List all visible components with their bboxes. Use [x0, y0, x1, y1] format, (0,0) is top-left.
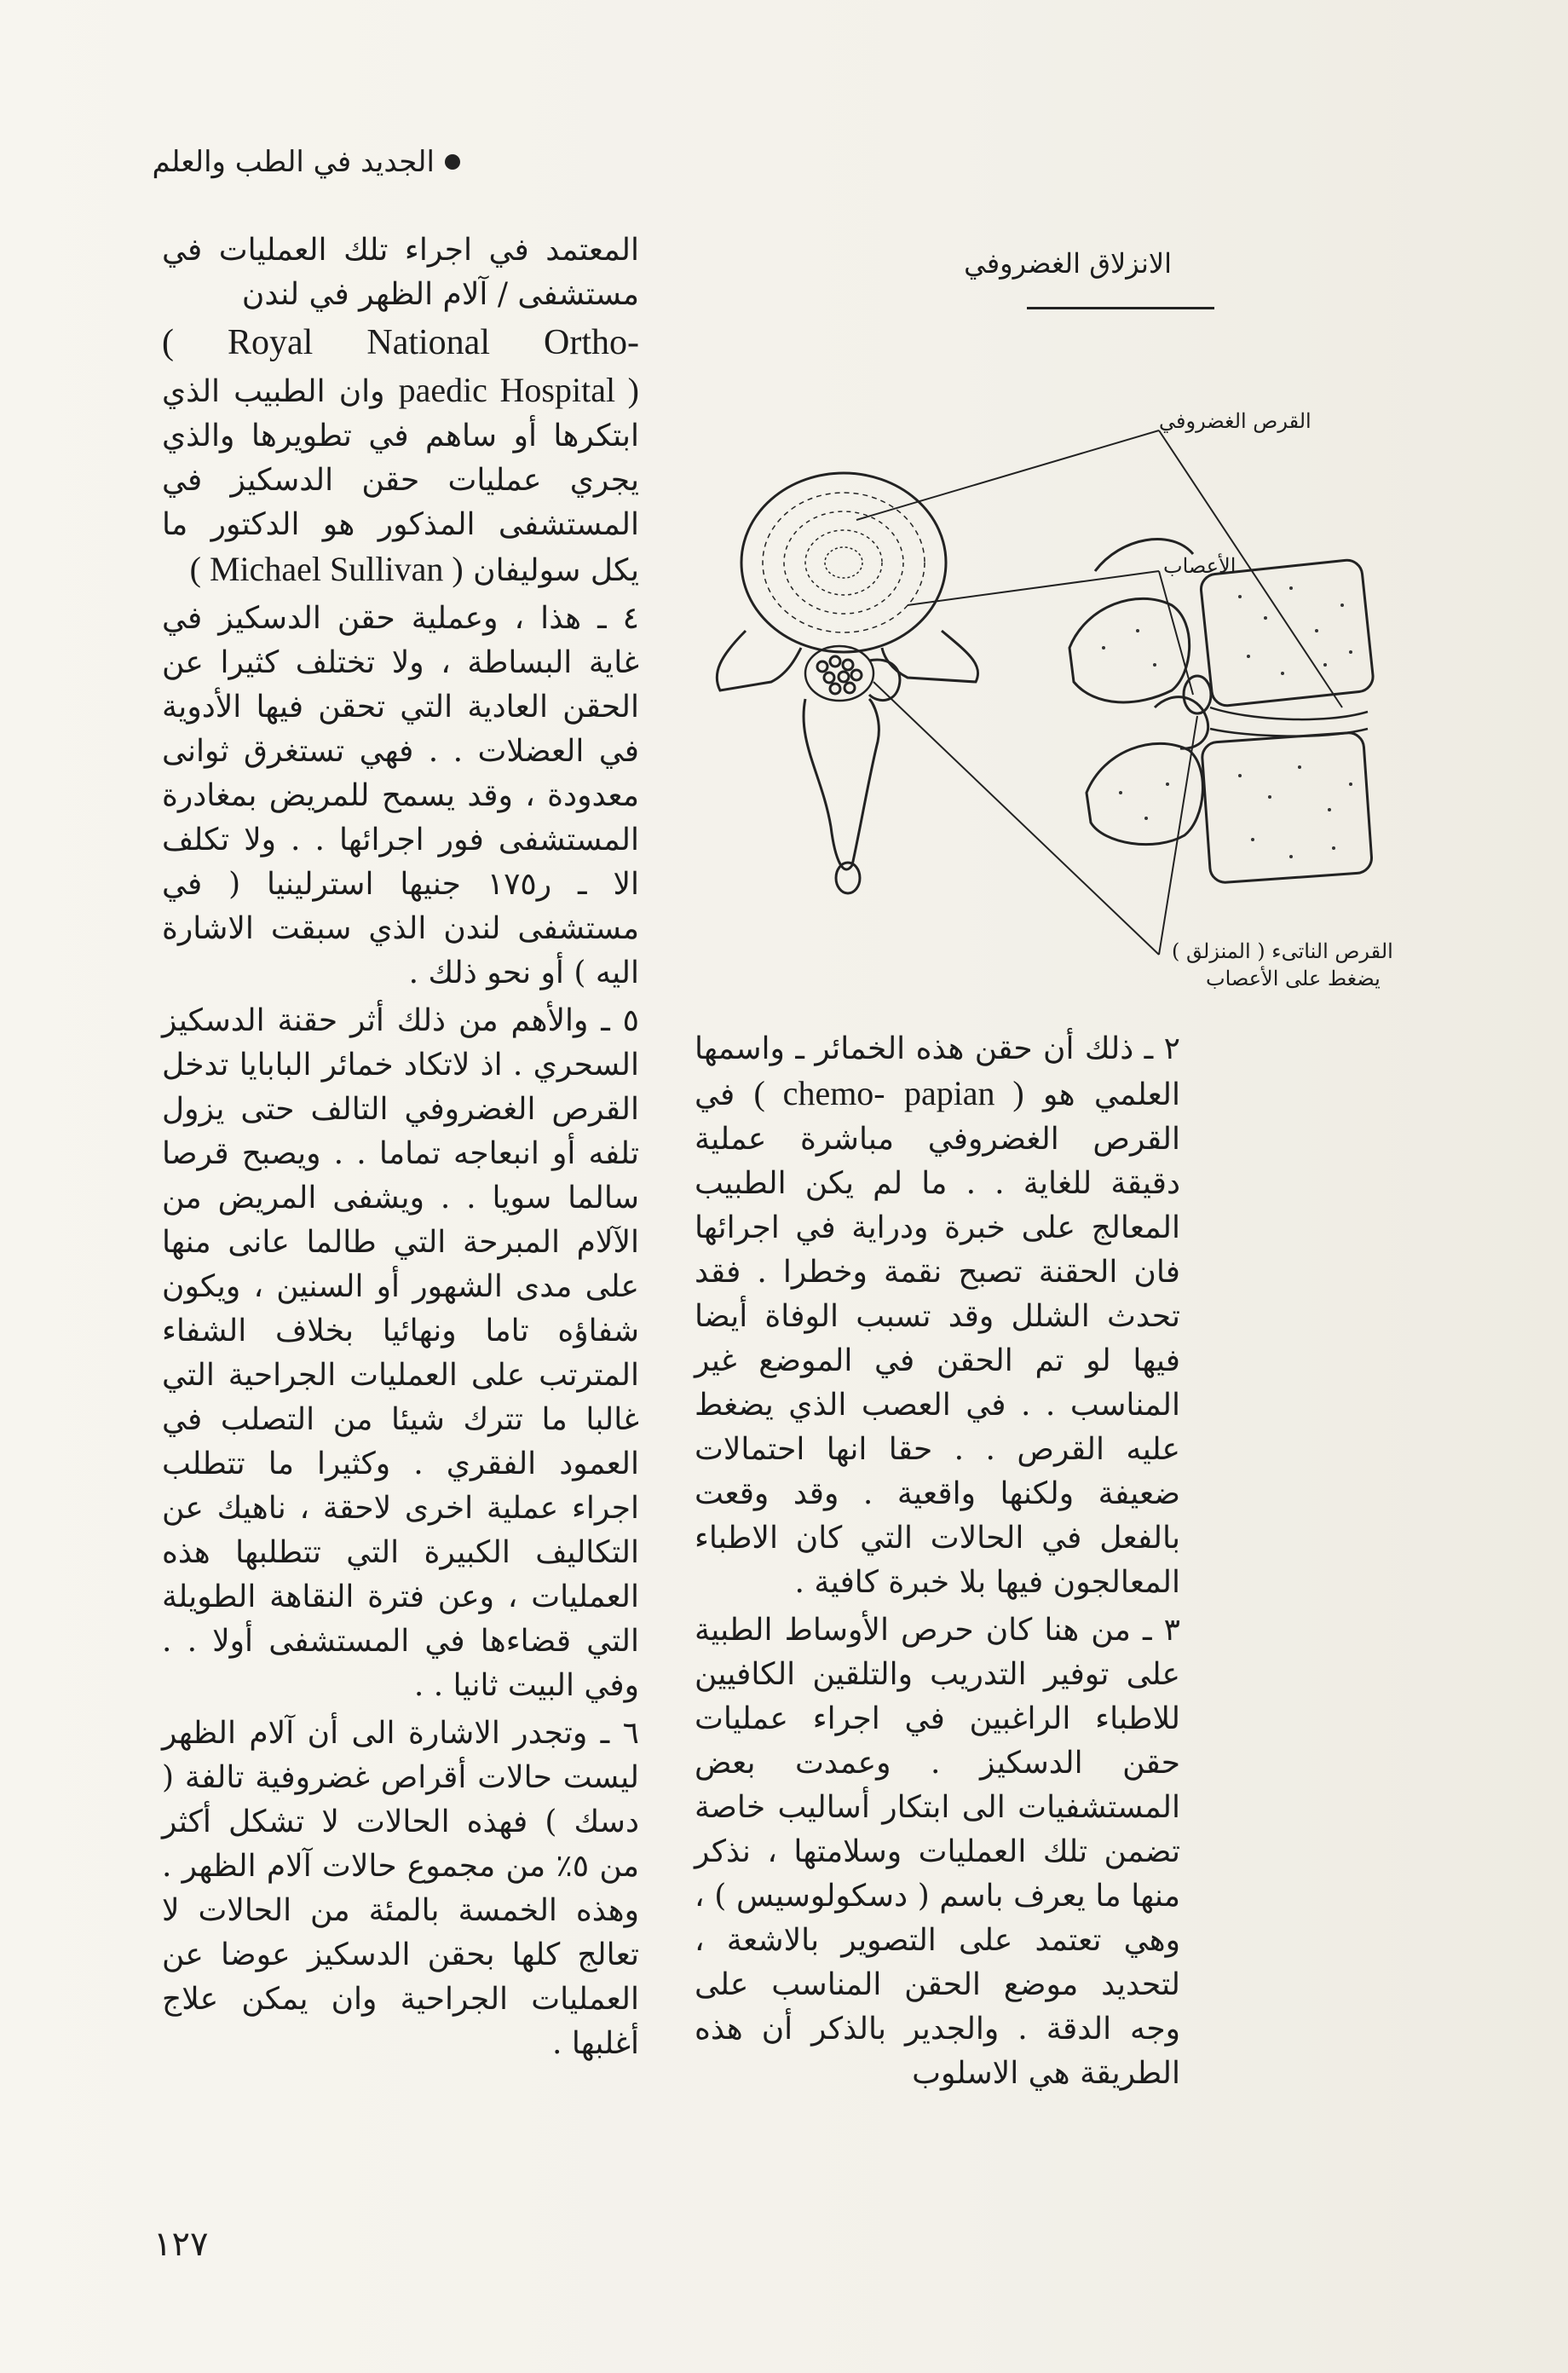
vertebra-axial-view [717, 473, 977, 893]
right-column [695, 1027, 1180, 2099]
label-nerves: الأعصاب [1163, 554, 1237, 578]
spine-lateral-view [1069, 540, 1375, 884]
leader-lines [856, 430, 1342, 955]
label-herniated-note: يضغط على الأعصاب [1206, 967, 1381, 990]
paragraph [695, 1027, 1180, 1605]
latin-term: ( chemo- [753, 1074, 885, 1112]
bullet-icon [445, 154, 460, 170]
paragraph [162, 368, 639, 593]
paragraph [162, 228, 639, 317]
paragraph-text: وان الطبيب الذي ابتكرها أو ساهم في تطويرها والذي يجري عمليات حقن الدسكيز في المستشفى المذكور هو الدكتور ما يكل سوليفان [162, 374, 639, 588]
paragraph: ٦ ـ وتجدر الاشارة الى أن آلام الظهر ليست حالات أقراص غضروفية تالفة ( دسك ) فهذه الحالات لا تشكل أكثر من ٥٪ من مجموع حالات آلام الظهر . وهذه الخمسة بالمئة من الحالات لا تعالج كلها بحقن الدسكيز عوضا عن العمليات الجراحية وان يمكن علاج أغلبها . [162, 1716, 640, 2061]
latin-term: ( Royal National Ortho- [162, 323, 639, 362]
latin-term: papian ) [903, 1074, 1024, 1112]
figure-title: الانزلاق الغضروفي [964, 247, 1172, 280]
label-herniated-disc: القرص الناتىء ( المنزلق ) [1172, 939, 1393, 963]
page-number: ١٢٧ [153, 2225, 209, 2264]
paragraph: ٤ ـ هذا ، وعملية حقن الدسكيز في غاية البساطة ، ولا تختلف كثيرا عن الحقن العادية التي تحقن فيها الأدوية في العضلات . . فهي تستغرق ثوانى معدودة ، وقد يسمح للمريض بمغادرة المستشفى فور اجرائها . . ولا تكلف الا ـ ر١٧٥ جنيها استرلينيا ( في مستشفى لندن الذي سبقت الاشارة اليه ) أو نحو ذلك . [162, 601, 639, 990]
spine-figure [695, 230, 1513, 997]
spine-illustration [695, 230, 1513, 997]
latin-term: ( Michael Sullivan ) [189, 550, 464, 588]
latin-term: paedic Hospital ) [398, 371, 639, 409]
running-header [128, 145, 460, 179]
paragraph: ٥ ـ والأهم من ذلك أثر حقنة الدسكيز السحري . اذ لاتكاد خمائر البابايا تدخل القرص الغضروفي التالف حتى يزول تلفه أو انبعاجه تماما . . ويصبح قرصا سالما سويا . . ويشفى المريض من الآلام المبرحة التي طالما عانى منها على مدى الشهور أو السنين ، ويكون شفاؤه تاما ونهائيا بخلاف الشفاء المترتب على العمليات الجراحية التي غالبا ما تترك شيئا من التصلب في العمود الفقري . وكثيرا ما تتطلب اجراء عملية اخرى لاحقة ، ناهيك عن التكاليف الكبيرة التي تتطلبها هذه العمليات ، وعن فترة النقاهة الطويلة التي قضاءها في المستشفى أولا . . وفي البيت ثانيا . . [162, 1003, 639, 1703]
paragraph: ٣ ـ من هنا كان حرص الأوساط الطبية على توفير التدريب والتلقين الكافيين للاطباء الراغبين في اجراء عمليات حقن الدسكيز . وعمدت بعض المستشفيات الى ابتكار أساليب خاصة تضمن تلك العمليات وسلامتها ، نذكر منها ما يعرف باسم ( دسكولوسيس ) ، وهي تعتمد على التصوير بالاشعة ، لتحديد موضع الحقن المناسب على وجه الدقة . والجدير بالذكر أن هذه الطريقة هي الاسلوب [695, 1613, 1180, 2091]
label-disc: القرص الغضروفي [1159, 409, 1311, 433]
paragraph-text: ٢ ـ ذلك أن حقن هذه الخمائر ـ واسمها العلمي هو [695, 1031, 1180, 1112]
bone-texture [1102, 586, 1352, 858]
left-column [162, 228, 639, 2070]
paragraph-text: في القرص الغضروفي مباشرة عملية دقيقة للغاية . . ما لم يكن الطبيب المعالج على خبرة ودراية في اجرائها فان الحقنة تصبح نقمة وخطرا . فقد تحدث الشلل وقد تسبب الوفاة أيضا فيها لو تم الحقن في الموضع غير المناسب . . في العصب الذي يضغط عليه القرص . . حقا انها احتمالات ضعيفة ولكنها واقعية . وقد وقعت بالفعل في الحالات التي كان الاطباء المعالجون فيها بلا خبرة كافية . [695, 1077, 1180, 1600]
running-title: الجديد في الطب والعلم [152, 145, 435, 179]
paragraph-text: المعتمد في اجراء تلك العمليات في مستشفى / آلام الظهر في لندن [162, 233, 639, 312]
